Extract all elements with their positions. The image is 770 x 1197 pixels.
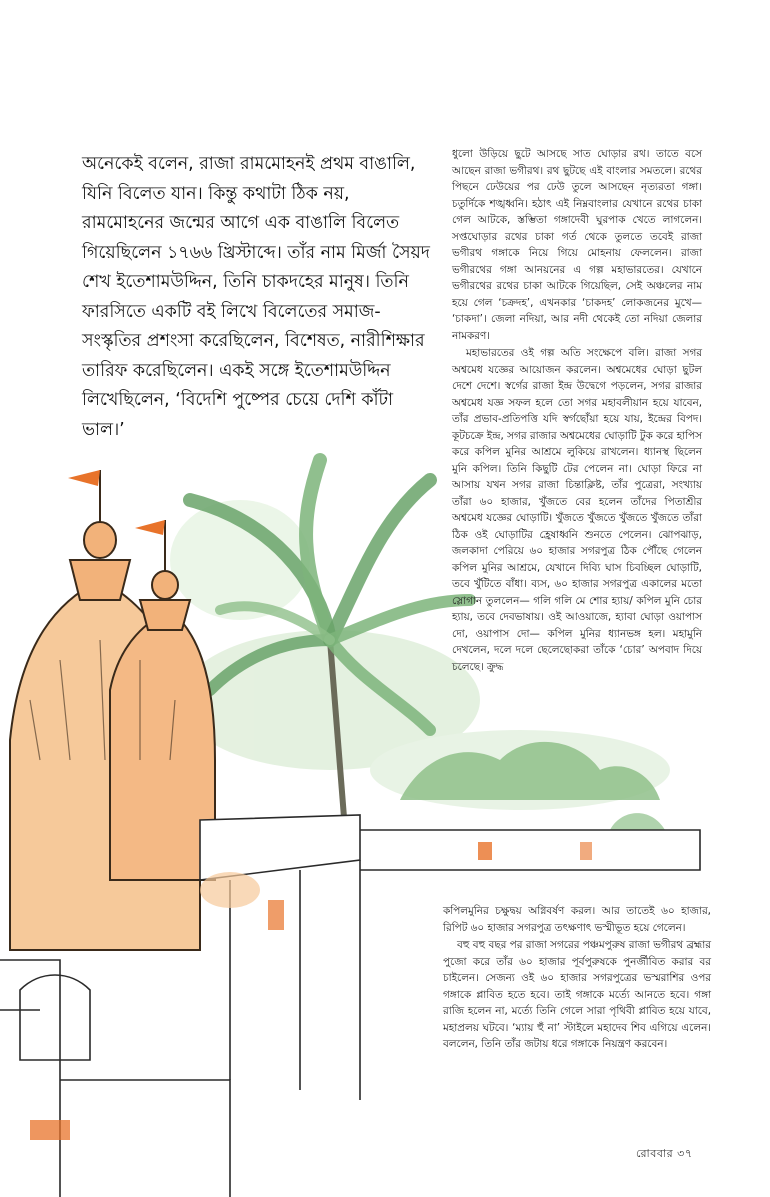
page-footer: রোববার ৩৭ — [636, 1147, 693, 1160]
article-paragraph: মহাভারতের ওই গল্প অতি সংক্ষেপে বলি। রাজা সগর অশ্বমেধ যজ্ঞের আয়োজন করলেন। অশ্বমেধের ঘোড়া ছুটল দেশে দেশে। স্বর্গের রাজা ইন্দ্র উদ্বেগে পড়লেন, সগর রাজার অশ্বমেধ যজ্ঞ সফল হলে তো সগর মহাবলীয়ান হয়ে যাবেন, তাঁর প্রভাব-প্রতিপত্তি যদি স্বর্গছোঁয়া হয়ে যায়, ইন্দ্রের বিপদ। কূটচক্রে ইন্দ্র, সগর রাজার অশ্বমেধের ঘোড়াটি টুক করে হাপিস করে কপিল মুনির আশ্রমে লুকিয়ে রাখলেন। ধ্যানস্থ ছিলেন মুনি কপিল। তিনি কিছুটি টের পেলেন না। ঘোড়া ফিরে না আসায় যখন সগর রাজা চিন্তাক্লিষ্ট, তাঁর পুত্রেরা, সংখ্যায় তাঁরা ৬০ হাজার, খুঁজতে বের হলেন তাঁদের পিতাশ্রীর অশ্বমেধ যজ্ঞের ঘোড়াটি। খুঁজতে খুঁজতে খুঁজতে খুঁজতে তাঁরা ঠিক ওই ঘোড়াটির হ্রেষাধ্বনি শুনতে পেলেন। ঝোপঝাড়, জলকাদা পেরিয়ে ৬০ হাজার সগরপুত্র ঠিক পৌঁছে গেলেন কপিল মুনির আশ্রমে, যেখানে দিব্যি ঘাস চিবচ্ছিল ঘোড়াটি, তবে খুঁটিতে বাঁধা। ব্যস, ৬০ হাজার সগরপুত্র একালের মতো স্লোগান তুললেন— গলি গলি মে শোর হ্যায়/ কপিল মুনি চোর হ্যায়, তবে দেবভাষায়। ওই আওয়াজে, হ্যাবা ঘোড়া ওয়াপাস দো, ওয়াপাস দো— কপিল মুনির ধ্যানভঙ্গ হল। মহামুনি দেখলেন, দলে দলে ছেলেছোকরা তাঁকে ‘চোর’ অপবাদ দিয়ে চলেছে। ক্রুদ্ধ — [452, 347, 702, 673]
article-column-bottom — [443, 903, 711, 1054]
pull-quote-text: অনেকেই বলেন, রাজা রামমোহনই প্রথম বাঙালি, যিনি বিলেত যান। কিন্তু কথাটা ঠিক নয়, রামমোহনের জন্মের আগে এক বাঙালি বিলেত গিয়েছিলেন ১৭৬৬ খ্রিস্টাব্দে। তাঁর নাম মির্জা সৈয়দ শেখ ইতেশামউদ্দিন, তিনি চাকদহের মানুষ। তিনি ফারসিতে একটি বই লিখে বিলেতের সমাজ-সংস্কৃতির প্রশংসা করেছিলেন, বিশেষত, নারীশিক্ষার তারিফ করেছিলেন। একই সঙ্গে ইতেশামউদ্দিন লিখেছিলেন, ‘বিদেশি পুষ্পের চেয়ে দেশি কাঁটা ভাল।’ — [82, 154, 430, 440]
article-paragraph: কপিলমুনির চক্ষুদ্বয় অগ্নিবর্ষণ করল। আর তাতেই ৬০ হাজার, রিপিট ৬০ হাজার সগরপুত্র তৎক্ষণাৎ ভস্মীভূত হয়ে গেলেন। — [443, 905, 711, 934]
article-paragraph: ধুলো উড়িয়ে ছুটে আসছে সাত ঘোড়ার রথ। তাতে বসে আছেন রাজা ভগীরথ। রথ ছুটছে এই বাংলার সমতলে। রথের পিছনে ঢেউয়ের পর ঢেউ তুলে আসছেন নৃত্যরতা গঙ্গা। চতুর্দিকে শঙ্খধ্বনি। হঠাৎ এই নিম্নবাংলার যেখানে রথের চাকা গেল আটকে, স্তম্ভিতা গঙ্গাদেবী ঘুরপাক খেতে লাগলেন। সপ্তঘোড়ার রথের চাকা গর্ত থেকে তুলতে তবেই রাজা ভগীরথ গঙ্গাকে নিয়ে গিয়ে মোহনায় ফেললেন। রাজা ভগীরথের গঙ্গা আনয়নের এ গল্প মহাভারতের। যেখানে ভগীরথের রথের চাকা আটকে গিয়েছিল, সেই অঞ্চলের নাম হয়ে গেল ‘চক্রদহ’, এখনকার ‘চাকদহ’ লোকজনের মুখে— ‘চাকদা’। জেলা নদিয়া, আর নদী থেকেই তো নদিয়া জেলার নামকরণ। — [452, 148, 702, 342]
article-paragraph: বহু বহু বছর পর রাজা সগরের পঞ্চমপুরুষ রাজা ভগীরথ ব্রহ্মার পুজো করে তাঁর ৬০ হাজার পূর্বপুরুষকে পুনর্জীবিত করার বর চাইলেন। সেজন্য ওই ৬০ হাজার সগরপুত্রের ভস্মরাশির ওপর গঙ্গাকে প্লাবিত হতে হবে। তাই গঙ্গাকে মর্ত্যে আনতে হবে। গঙ্গা রাজি হলেন না, মর্ত্যে তিনি গেলে সারা পৃথিবী প্লাবিত হয়ে যাবে, মহাপ্রলয় ঘটবে। ‘ম্যায় হুঁ না’ স্টাইলে মহাদেব শিব এগিয়ে এলেন। বললেন, তিনি তাঁর জটায় ধরে গঙ্গাকে নিয়ন্ত্রণ করবেন। — [443, 939, 711, 1050]
article-column-right — [452, 146, 702, 676]
pull-quote — [82, 150, 437, 445]
